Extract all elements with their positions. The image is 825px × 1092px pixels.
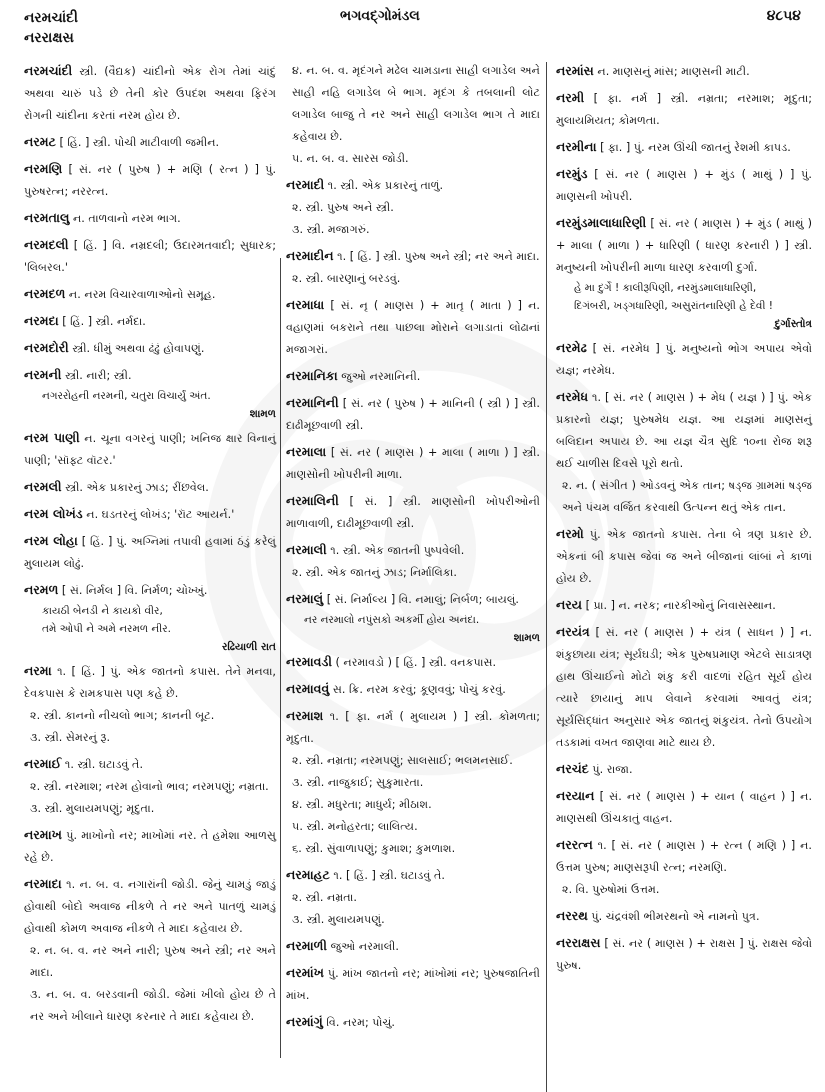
column-1: [24, 60, 276, 1032]
sub-sense: ૫. ન. બ. વ. સારસ જોડી.: [292, 152, 409, 165]
dictionary-entry: [24, 530, 276, 575]
entry-definition: [24, 753, 276, 776]
definition-text: [ સં. નરમેધ ] પું. મનુષ્યનો ભોગ અપાય એવો યજ્ઞ; નરમેધ.: [556, 342, 812, 377]
definition-text: ૧. સ્ત્રી. ઘટાડવું તે.: [64, 758, 144, 771]
sub-sense: ૩. સ્ત્રી. નાજુકાઈ; સુકુમારતા.: [292, 776, 424, 789]
entry-definition: [286, 678, 540, 701]
headword: નરમાનિકા: [286, 368, 338, 383]
dictionary-entry: [556, 834, 812, 901]
quotation-source: દુર્ગાસ્તોત્ર: [774, 318, 812, 330]
dictionary-entry: [556, 337, 812, 382]
dictionary-entry: [24, 753, 276, 820]
entry-definition: [286, 490, 540, 535]
page-header: [0, 0, 825, 58]
sub-sense: ૪. સ્ત્રી. મધુરતા; માધુર્ય; મીઠાશ.: [292, 798, 432, 811]
definition-text: ૧. [ હિં. ] સ્ત્રી. પુરુષ અને સ્ત્રી; નર અને માદા.: [337, 250, 540, 263]
dictionary-entry: [24, 158, 276, 203]
headword: નરચંદ: [556, 761, 589, 776]
definition-text: ૧. [ સં. નર ( માણસ ) + રત્ન ( મણિ ) ] ન. ઉત્તમ પુરુષ; માણસરૂપી રત્ન; નરમણિ.: [556, 839, 812, 874]
quotation-source: શામળ: [513, 632, 540, 644]
guide-words: [24, 8, 78, 48]
sub-sense: ૨. સ્ત્રી. નરમાશ; નરમ હોવાનો ભાવ; નરમપણું; નમ્રતા.: [30, 780, 269, 793]
dictionary-entry: [556, 594, 812, 617]
dictionary-entry: [286, 678, 540, 701]
entry-definition: [286, 864, 540, 887]
dictionary-entry: [24, 234, 276, 279]
entry-definition: [556, 136, 812, 159]
quotation-line: કાયઠી બેનડી ને કાયકો વીર,: [42, 605, 163, 617]
sub-sense: ૨. સ્ત્રી. નમ્રતા; નરમપણું; સાલસાઈ; ભલમનસાઈ.: [292, 754, 513, 767]
headword: નરય: [556, 597, 583, 612]
headword: નરમલી: [24, 479, 62, 494]
headword: નરયંત્ર: [556, 624, 590, 639]
book-title: ભગવદ્ગોમંડલ: [340, 8, 420, 24]
definition-text: [ સં. નર ( માણસ ) + રાક્ષસ ] પું. રાક્ષસ જેવો પુરુષ.: [556, 937, 812, 972]
headword: નરમાંખ: [286, 965, 324, 980]
headword: નરરથ: [556, 908, 588, 923]
headword: નરમુંડમાલાધારિણી: [556, 215, 647, 230]
definition-text: [ સં. નર ( પુરુષ ) + મણિ ( રત્ન ) ] પું. પુરુષરત્ન; નરરત્ન.: [24, 163, 277, 198]
definition-text: [ સં. નર ( પુરુષ ) + માનિની ( સ્ત્રી ) ] સ્ત્રી. દાઢીમૂછવાળી સ્ત્રી.: [286, 397, 540, 432]
entry-definition: [286, 392, 540, 437]
headword: નરમ લોખંડ: [24, 506, 83, 521]
headword: નરમટ: [24, 134, 56, 149]
entry-definition: [556, 60, 812, 83]
page-number: ૪૮૫૪: [766, 8, 801, 24]
definition-text: ૧. [ સં. નર ( માણસ ) + મેધ ( યજ્ઞ ) ] પું. એક પ્રકારનો યજ્ઞ; પુરુષમેધ યજ્ઞ. આ યજ્ઞમાં માણસનું બલિદાન અપાય છે. આ યજ્ઞ ચૈત્ર સુદિ ૧૦ના રોજ શરૂ થઈ ચાળીસ દિવસે પૂરો થતો.: [556, 391, 812, 470]
column-2: [286, 60, 540, 1038]
entry-definition: [556, 337, 812, 382]
definition-text: [ સં. નર ( માણસ ) + યંત્ર ( સાધન ) ] ન. શંકુછાયા યંત્ર; સૂર્યઘડી; એક પુરુષપ્રમાણ એટલે સાડાત્રણ હાથ ઊંચાઈનો મોટો શંકુ કરી વાદળાં રહિત સૂર્ય હોય ત્યારે છાયાનું માપ લેવાને કરવામાં આવતું યંત્ર; સૂર્યસિદ્ધાંત અનુસાર એક જાતનું શંકુયંત્ર. તેનો ઉપયોગ તડકામાં વખત જાણવા માટે થાય છે.: [556, 626, 812, 749]
entry-definition: [286, 365, 540, 388]
dictionary-entry: [556, 932, 812, 977]
headword: નરમણિ: [24, 161, 63, 176]
headword: નરમાહટ: [286, 867, 330, 882]
quotation-line: નર નરમાલો નપુંસકો અકર્મી હોય અનંદા.: [304, 614, 480, 626]
entry-definition: [286, 245, 540, 268]
headword: નરમ લોહા: [24, 533, 78, 548]
headword: નરમદા: [24, 313, 59, 328]
entry-definition: [556, 87, 812, 132]
headword: નરમાંસ: [556, 63, 594, 78]
headword: નરમચાંદી: [24, 63, 73, 78]
definition-text: [ હિં. ] વિ. નમ્રદલી; ઉદારમતવાદી; સુધારક; 'લિબરલ.': [24, 239, 276, 274]
definition-text: ૧. [ ફા. નર્મ ( મુલાયમ ) ] સ્ત્રી. કોમળતા; મૃદુતા.: [286, 710, 540, 745]
dictionary-entry: [286, 60, 540, 170]
headword: નરમાળી: [286, 938, 327, 953]
dictionary-entry: [286, 365, 540, 388]
definition-text: [ હિં. ] પું. અગ્નિમાં તપાવી હવામાં ઠંડું કરેલું મુલાયમ લોઢું.: [24, 535, 277, 570]
sub-sense: ૨. વિ. પુરુષોમાં ઉત્તમ.: [562, 883, 660, 896]
headword: નરમતાલુ: [24, 210, 70, 225]
dictionary-entry: [556, 523, 812, 590]
entry-definition: [286, 174, 540, 197]
column-divider: [546, 62, 547, 1092]
sub-sense: ૨. ન. બ. વ. નર અને નારી; પુરુષ અને સ્ત્રી; નર અને માદા.: [30, 944, 276, 979]
headword: નરમદલી: [24, 237, 69, 252]
headword: નરમુંડ: [556, 166, 588, 181]
headword: નરમાવવું: [286, 681, 330, 696]
dictionary-entry: [24, 660, 276, 749]
sub-sense: ૨. ન. ( સંગીત ) ઓડવનું એક તાન; ષડ્જ ગ્રામમાં ષડ્જ અને પંચમ વર્જિત કરવાથી ઉત્પન્ન થતું એક તાન.: [562, 479, 812, 514]
entry-definition: [286, 588, 540, 611]
dictionary-entry: [556, 163, 812, 208]
entry-definition: [556, 932, 812, 977]
entry-definition: [24, 530, 276, 575]
dictionary-entry: [286, 935, 540, 958]
entry-definition: [286, 294, 540, 361]
entry-definition: [24, 476, 276, 499]
dictionary-entry: [286, 294, 540, 361]
dictionary-entry: [556, 212, 812, 333]
definition-text: ( નરમાવડો ) [ હિં. ] સ્ત્રી. વનકપાસ.: [335, 656, 497, 669]
headword: નરમાલા: [286, 444, 327, 459]
dictionary-entry: [286, 864, 540, 931]
headword: નરમ પાણી: [24, 430, 80, 445]
entry-definition: [24, 824, 276, 869]
quotation-line: નગરરોહની નરમની, ચતુરા વિચાર્યું અંત.: [42, 390, 211, 402]
definition-text: સ્ત્રી. એક પ્રકારનું ઝાડ; રીંછવેલ.: [65, 481, 209, 494]
dictionary-entry: [556, 758, 812, 781]
entry-definition: [24, 873, 276, 940]
headword: નરમદોરી: [24, 340, 69, 355]
definition-text: પું. માખોનો નર; માખોમાં નર. તે હમેશા આળસુ રહે છે.: [24, 829, 276, 864]
definition-text: [ સં. નૃ ( માણસ ) + માતૃ ( માતા ) ] ન. વહાણમાં બકરાને તથા પાછલા મોરાને લગાડાતાં લોઢાનાં મજાગરાં.: [286, 299, 540, 356]
headword: નરમાલિની: [286, 493, 339, 508]
entry-definition: [286, 1011, 540, 1034]
definition-text: ૧. [ હિં. ] પું. એક જાતનો કપાસ. તેને મનવા, દેવકપાસ કે રામકપાસ પણ કહે છે.: [24, 665, 276, 700]
guide-word-first: નરમચાંદી: [24, 10, 79, 26]
definition-text: [ સં. નિર્માલ્ય ] વિ. નમાલું; નિર્બળ; બાયલું.: [326, 593, 519, 606]
entry-definition: [556, 163, 812, 208]
dictionary-entry: [24, 579, 276, 656]
dictionary-entry: [556, 785, 812, 830]
dictionary-entry: [286, 392, 540, 437]
dictionary-entry: [556, 386, 812, 519]
sub-sense: ૩. સ્ત્રી. મુલાયમપણું.: [292, 913, 385, 926]
definition-text: [ ફા. નર્મ ] સ્ત્રી. નમ્રતા; નરમાશ; મૃદુતા; મુલાયમિયત; કોમળતા.: [556, 92, 813, 127]
sub-sense: ૫. સ્ત્રી. મનોહરતા; લાલિત્ય.: [292, 820, 418, 833]
dictionary-entry: [286, 588, 540, 647]
headword: નરમદળ: [24, 286, 66, 301]
definition-text: જુઓ નરમાનિની.: [341, 370, 421, 383]
definition-text: ૧. સ્ત્રી. એક જાતની પુષ્પવેલી.: [330, 544, 465, 557]
entry-definition: [556, 834, 812, 879]
sub-sense: ૩. સ્ત્રી. મુલાયમપણું; મૃદુતા.: [30, 802, 155, 815]
entry-definition: [24, 427, 276, 472]
definition-text: સ્ત્રી. ધીમું અથવા ઢંઢું હોવાપણું.: [72, 342, 205, 355]
quotation-source: શામળ: [249, 408, 276, 420]
entry-definition: [556, 386, 812, 475]
dictionary-entry: [24, 283, 276, 306]
headword: નરમાશ: [286, 708, 324, 723]
entry-definition: [24, 310, 276, 333]
definition-text: પું. રાજા.: [592, 763, 633, 776]
entry-definition: [556, 758, 812, 781]
entry-definition: [24, 503, 276, 526]
entry-definition: [556, 594, 812, 617]
definition-text: ન. નરમ વિચારવાળાઓનો સમૂહ.: [68, 288, 216, 301]
entry-definition: [286, 441, 540, 486]
definition-text: જુઓ નરમાલી.: [330, 940, 399, 953]
definition-text: વિ. નરમ; પોચું.: [326, 1016, 395, 1029]
headword: નરમાધા: [286, 297, 325, 312]
entry-definition: [24, 158, 276, 203]
entry-definition: [24, 207, 276, 230]
sub-sense: ૨. સ્ત્રી. બારણાનું બરડવું.: [292, 272, 401, 285]
headword: નરમાવડી: [286, 654, 332, 669]
definition-text: [ સં. ] સ્ત્રી. માણસોની ખોપરીઓની માળાવાળી, દાઢીમૂછવાળી સ્ત્રી.: [286, 495, 540, 530]
headword: નરમાલી: [286, 542, 327, 557]
dictionary-entry: [286, 441, 540, 486]
dictionary-entry: [24, 427, 276, 472]
entry-definition: [24, 337, 276, 360]
definition-text: [ હિં. ] સ્ત્રી. નર્મદા.: [62, 315, 146, 328]
definition-text: [ સં. નિર્મલ ] વિ. નિર્મળ; ચોખ્ખું.: [61, 584, 208, 597]
definition-text: [ સં. નર ( માણસ ) + મુંડ ( માથું ) ] પું. માણસની ખોપરી.: [556, 168, 812, 203]
headword: નરમેધ: [556, 389, 589, 404]
sub-sense: ૩. ન. બ. વ. બરડવાની જોડી. જેમાં ખીલો હોય છે તે નર અને ખીલાને ધારણ કરનાર તે માદા કહેવાય છે.: [30, 988, 276, 1023]
entry-definition: [286, 935, 540, 958]
headword: નરમીના: [556, 139, 597, 154]
definition-text: ૧. [ હિં. ] સ્ત્રી. ઘટાડવું તે.: [333, 869, 445, 882]
entry-definition: [24, 60, 276, 127]
headword: નરમાઈ: [24, 756, 62, 771]
sub-sense: ૨. સ્ત્રી. નમ્રતા.: [292, 891, 357, 904]
definition-text: સ. ક્રિ. નરમ કરવું; કૂણવવું; પોચું કરવું.: [332, 683, 506, 696]
definition-text: [ પ્રા. ] ન. નરક; નારકીઓનું નિવાસસ્થાન.: [585, 599, 776, 612]
headword: નરમની: [24, 367, 62, 382]
guide-word-last: નરરાક્ષસ: [24, 30, 74, 46]
headword: નરમાદા: [24, 876, 62, 891]
sub-sense: ૪. ન. બ. વ. મૃદંગને મઢેલ ચામડાના સાહી લગાડેલ અને સાહી નહિ લગાડેલ બે ભાગ. મૃદંગ કે તબલાની લોટ લગાડેલ બાજુ તે નર અને સાહી લગાડેલ ભાગ તે માદા કહેવાય છે.: [292, 64, 540, 143]
entry-definition: [286, 962, 540, 1007]
headword: નરરાક્ષસ: [556, 935, 601, 950]
definition-text: [ સં. નર ( માણસ ) + યાન ( વાહન ) ] ન. માણસથી ઊંચકાતું વાહન.: [556, 790, 812, 825]
sub-sense: ૨. સ્ત્રી. પુરુષ અને સ્ત્રી.: [292, 201, 394, 214]
quotation-line: તમે ઓપી ને અમે નરમળ નીર.: [42, 623, 171, 635]
headword: નરમી: [556, 90, 585, 105]
dictionary-entry: [24, 310, 276, 333]
headword: નરમાનિની: [286, 395, 339, 410]
dictionary-entry: [286, 245, 540, 290]
dictionary-entry: [24, 364, 276, 423]
definition-text: [ હિં. ] સ્ત્રી. પોચી માટીવાળી જમીન.: [59, 136, 220, 149]
entry-definition: [556, 523, 812, 590]
entry-definition: [24, 131, 276, 154]
sub-sense: ૬. સ્ત્રી. સુંવાળાપણું; કુમાશ; કુમળાશ.: [292, 842, 456, 855]
entry-definition: [24, 579, 276, 602]
dictionary-entry: [24, 503, 276, 526]
headword: નરમેઢ: [556, 340, 587, 355]
entry-definition: [556, 785, 812, 830]
dictionary-entry: [286, 174, 540, 241]
dictionary-entry: [286, 1011, 540, 1034]
headword: નરરત્ન: [556, 837, 593, 852]
headword: નરમો: [556, 526, 584, 541]
dictionary-entry: [556, 136, 812, 159]
definition-text: પું. માંખ જાતનો નર; માંખોમાં નર; પુરુષજાતિની માંખ.: [286, 967, 541, 1002]
quotation-source: રઢિયાળી રાત: [221, 641, 276, 653]
definition-text: સ્ત્રી. નારી; સ્ત્રી.: [65, 369, 132, 382]
definition-text: ન. ચૂના વગરનું પાણી; ખનિજ ક્ષાર વિનાનું પાણી; 'સૉફ્ટ વૉટર.': [24, 432, 276, 467]
headword: નરમાલું: [286, 591, 324, 606]
definition-text: [ સં. નર ( માણસ ) + મુંડ ( માથું ) + માલા ( માળા ) + ધારિણી ( ધારણ કરનારી ) ] સ્ત્રી. મનુષ્યની ખોપરીની માળા ધારણ કરવાળી દુર્ગા.: [556, 217, 812, 274]
sub-sense: ૨. સ્ત્રી. કાનનો નીચલો ભાગ; કાનની બૂટ.: [30, 709, 215, 722]
dictionary-entry: [286, 490, 540, 535]
definition-text: સ્ત્રી. (વૈદ્યક) ચાંદીનો એક રોગ તેમાં ચાંદું અથવા ચારું પડે છે તેની કોર ઉપદંશ અથવા ફિરંગ રોગની ચાંદીના કરતાં નરમ હોય છે.: [24, 65, 276, 122]
definition-text: ૧. સ્ત્રી. એક પ્રકારનું તાળું.: [327, 179, 443, 192]
sub-sense: ૩. સ્ત્રી. સેમરનું રૂ.: [30, 731, 111, 744]
dictionary-entry: [286, 705, 540, 860]
headword: નરમળ: [24, 582, 59, 597]
dictionary-entry: [556, 60, 812, 83]
dictionary-entry: [556, 87, 812, 132]
entry-definition: [286, 705, 540, 750]
entry-definition: [556, 905, 812, 928]
dictionary-entry: [24, 337, 276, 360]
entry-definition: [24, 660, 276, 705]
quotation-line: દિગંબરી, ખડ્ગધારિણી, અસુરાંતનારિણી હે દેવી !: [574, 300, 774, 312]
definition-text: ૧. ન. બ. વ. નગારાંની જોડી. જેનું ચામડું જાડું હોવાથી બોદો અવાજ નીકળે તે નર અને પાતળું ચામડું હોવાથી કોમળ અવાજ નીકળે તે માદા કહેવાય છે.: [24, 878, 276, 935]
dictionary-entry: [24, 873, 276, 1028]
entry-definition: [286, 539, 540, 562]
headword: નરમાંગું: [286, 1014, 323, 1029]
dictionary-entry: [286, 539, 540, 584]
definition-text: ન. તાળવાનો નરમ ભાગ.: [72, 212, 181, 225]
definition-text: પું. એક જાતનો કપાસ. તેના બે ત્રણ પ્રકાર છે. એકનાં બી કપાસ જેવાં જ અને બીજાનાં લાંબાં ને કાળાં હોય છે.: [556, 528, 812, 585]
definition-text: [ ફા. ] પું. નરમ ઊંચી જાતનું રેશમી કાપડ.: [600, 141, 791, 154]
dictionary-entry: [24, 476, 276, 499]
entry-definition: [556, 212, 812, 279]
entry-definition: [24, 364, 276, 387]
headword: નરમા: [24, 663, 52, 678]
dictionary-entry: [24, 60, 276, 127]
definition-text: પું. ચંદ્રવંશી ભીમરથનો એ નામનો પુત્ર.: [591, 910, 760, 923]
dictionary-entry: [24, 824, 276, 869]
entry-definition: [24, 283, 276, 306]
dictionary-entry: [24, 207, 276, 230]
entry-definition: [24, 234, 276, 279]
entry-definition: [286, 651, 540, 674]
headword: નરમાદી: [286, 177, 325, 192]
definition-text: ન. માણસનું માંસ; માણસની માટી.: [597, 65, 750, 78]
dictionary-entry: [24, 131, 276, 154]
dictionary-entry: [556, 621, 812, 754]
dictionary-entry: [286, 651, 540, 674]
column-divider: [280, 258, 281, 1058]
headword: નરમાખ: [24, 827, 62, 842]
sub-sense: ૩. સ્ત્રી. મજાગરું.: [292, 223, 370, 236]
quotation-line: હે મા દુર્ગે ! કાલીરૂપિણી, નરમુંડમાલાધારિણી,: [574, 282, 757, 294]
definition-text: ન. ઘડતરનું લોખંડ; 'રૉટ આયર્ન.': [86, 508, 235, 521]
definition-text: [ સં. નર ( માણસ ) + માલા ( માળા ) ] સ્ત્રી. માણસોની ખોપરીની માળા.: [286, 446, 540, 481]
column-3: [556, 60, 812, 981]
entry-definition: [556, 621, 812, 754]
sub-sense: ૨. સ્ત્રી. એક જાતનું ઝાડ; નિર્માલિકા.: [292, 566, 457, 579]
headword: નરયાન: [556, 788, 595, 803]
dictionary-entry: [286, 962, 540, 1007]
dictionary-entry: [556, 905, 812, 928]
headword: નરમાદીન: [286, 248, 334, 263]
